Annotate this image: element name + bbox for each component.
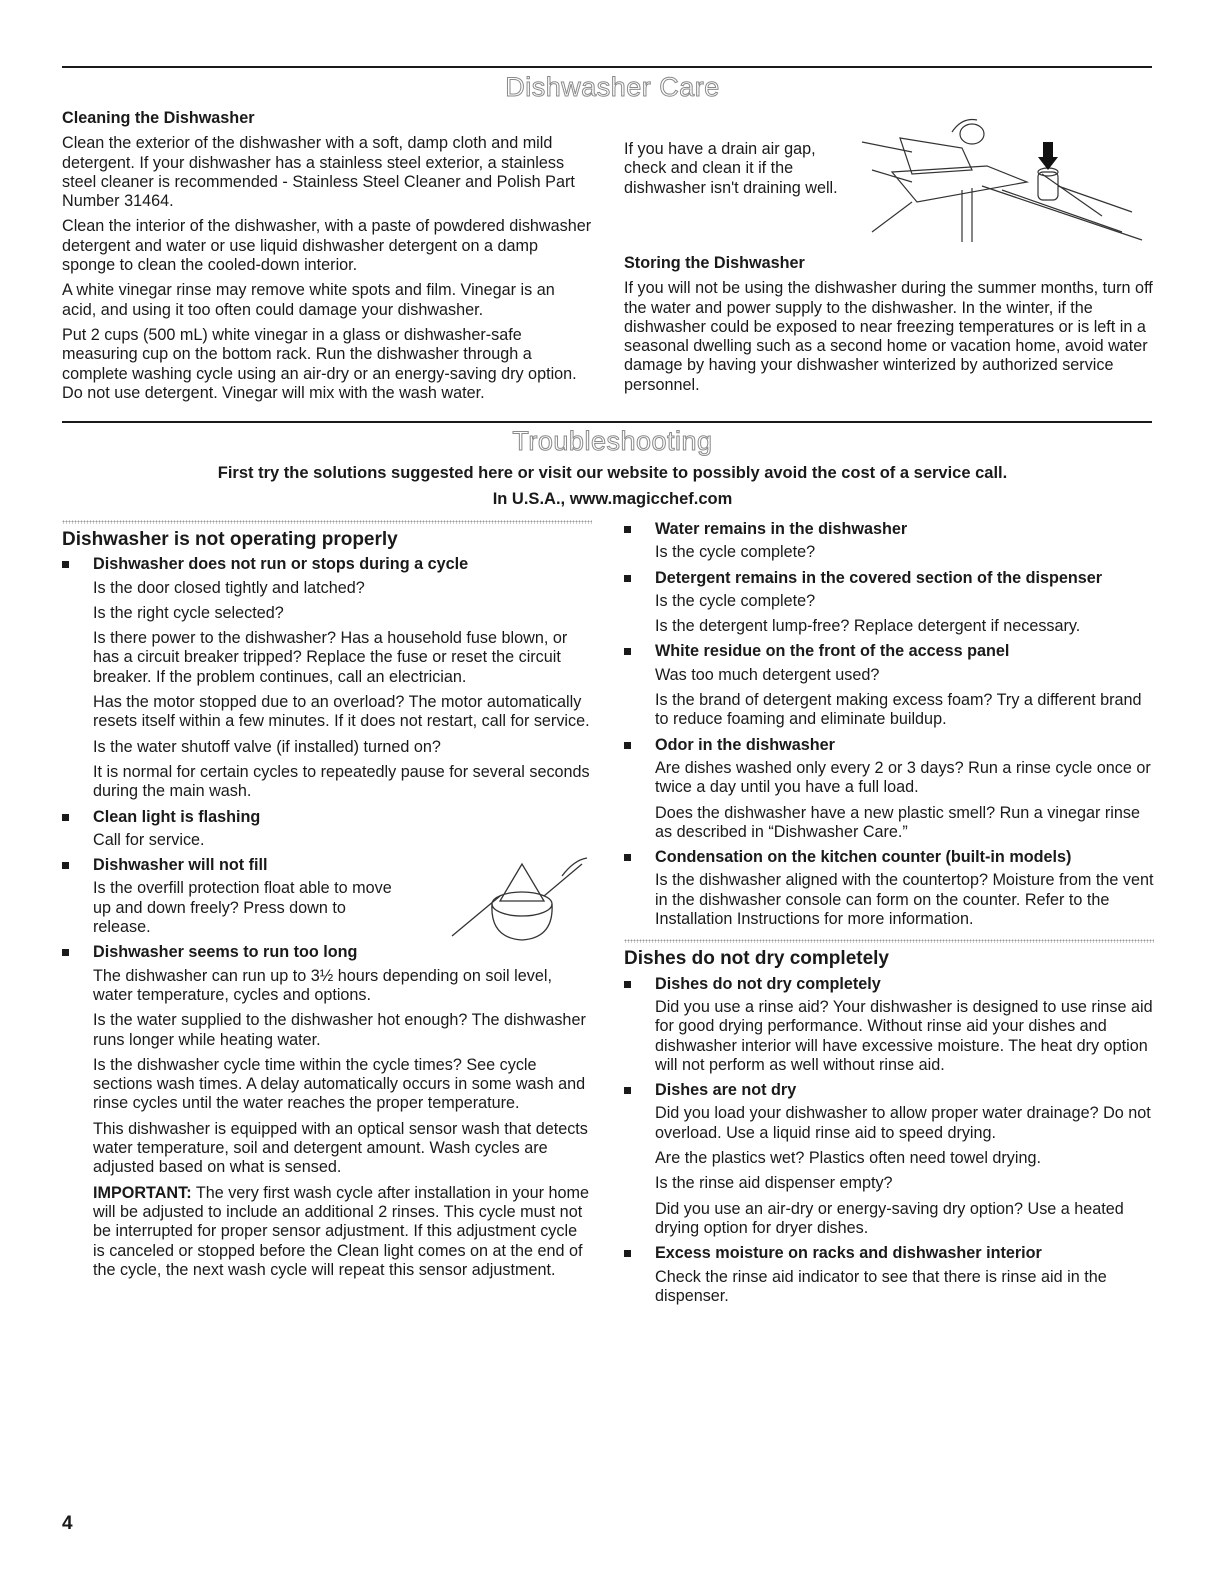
- item-title: Water remains in the dishwasher: [655, 520, 908, 538]
- storing-heading: Storing the Dishwasher: [624, 254, 805, 272]
- item-text: Call for service.: [93, 830, 205, 849]
- item-title: Detergent remains in the covered section of the dispenser: [655, 568, 1103, 587]
- item-title: Excess moisture on racks and dishwasher interior: [655, 1244, 1042, 1263]
- float-illustration: [442, 856, 592, 946]
- trouble-item: [62, 555, 592, 801]
- item-title: Dishwasher seems to run too long: [93, 943, 358, 962]
- troubleshooting-rule: [62, 421, 1152, 423]
- trouble-item: [624, 848, 1154, 929]
- intro-line-1: First try the solutions suggested here or visit our website to possibly avoid the cost of a service call.: [217, 464, 1008, 482]
- item-text: Did you load your dishwasher to allow proper water drainage? Do not overload. Use a liquid rinse aid to speed drying.: [655, 1104, 1151, 1142]
- troubleshooting-title: Troubleshooting: [512, 426, 713, 456]
- item-text: Is the brand of detergent making excess foam? Try a different brand to reduce foaming and eliminate buildup.: [655, 691, 1142, 729]
- item-text: Is the water shutoff valve (if installed) turned on?: [93, 737, 441, 756]
- trouble-item: [62, 808, 592, 851]
- top-rule: [62, 66, 1152, 68]
- item-title: Clean light is flashing: [93, 807, 261, 826]
- bullet-square: [624, 648, 631, 655]
- trouble-item: [624, 975, 1154, 1075]
- important-note: [93, 1184, 592, 1280]
- trouble-item: [624, 569, 1154, 637]
- item-text: Are the plastics wet? Plastics often need towel drying.: [655, 1149, 1042, 1168]
- item-title: Condensation on the kitchen counter (built-in models): [655, 848, 1072, 867]
- left-column: [62, 520, 592, 1286]
- cleaning-paragraph: A white vinegar rinse may remove white spots and film. Vinegar is an acid, and using it too often could damage your dishwasher.: [62, 281, 555, 319]
- bullet-square: [624, 575, 631, 582]
- page-number: 4: [62, 1513, 73, 1534]
- item-text: Does the dishwasher have a new plastic smell? Run a vinegar rinse as described in “Dishwasher Care.”: [655, 803, 1140, 841]
- item-text: Is the dishwasher cycle time within the cycle times? See cycle sections wash times. A delay automatically occurs in some wash and rinse cycles until the water reaches the proper temperature.: [93, 1055, 586, 1113]
- item-text: Did you use a rinse aid? Your dishwasher is designed to use rinse aid for good drying performance. Without rinse aid your dishes and dishwasher interior will have excessive moisture. The heat dry option will not perform as well without rinse aid.: [655, 997, 1153, 1074]
- bullet-square: [62, 814, 69, 821]
- item-title: Odor in the dishwasher: [655, 735, 835, 754]
- important-label: IMPORTANT:: [93, 1183, 192, 1202]
- cleaning-heading: Cleaning the Dishwasher: [62, 109, 255, 127]
- dotted-divider: [62, 520, 592, 524]
- intro-line-2: In U.S.A., www.magicchef.com: [492, 490, 733, 508]
- care-title: Dishwasher Care: [505, 72, 720, 102]
- cleaning-paragraph: Clean the interior of the dishwasher, with a paste of powdered dishwasher detergent and water or use liquid dishwasher detergent on a damp sponge to clean the cooled-down interior.: [62, 217, 592, 275]
- bullet-square: [624, 981, 631, 988]
- bullet-square: [624, 1250, 631, 1257]
- item-text: Is the detergent lump-free? Replace detergent if necessary.: [655, 617, 1081, 636]
- not-operating-heading: Dishwasher is not operating properly: [62, 529, 398, 550]
- item-text: Is the dishwasher aligned with the countertop? Moisture from the vent in the dishwasher console can form on the counter. Refer to the Installation Instructions for more information.: [655, 871, 1154, 929]
- item-title: Dishes do not dry completely: [655, 974, 881, 993]
- item-text: Did you use an air-dry or energy-saving dry option? Use a heated drying option for dryer dishes.: [655, 1199, 1124, 1237]
- item-text: This dishwasher is equipped with an optical sensor wash that detects water temperature, soil and detergent amount. Wash cycles are adjusted based on what is sensed.: [93, 1119, 588, 1177]
- item-title: Dishwasher will not fill: [93, 856, 268, 875]
- item-text: Are dishes washed only every 2 or 3 days? Run a rinse cycle once or twice a day until you have a full load.: [655, 758, 1151, 797]
- air-gap-illustration: [852, 112, 1152, 252]
- bullet-square: [62, 862, 69, 869]
- cleaning-paragraph: Put 2 cups (500 mL) white vinegar in a glass or dishwasher-safe measuring cup on the bottom rack. Run the dishwasher through a complete washing cycle using an air-dry or an energy-saving dry option. Do not use detergent. Vinegar will mix with the wash water.: [62, 325, 577, 402]
- item-title: White residue on the front of the access panel: [655, 642, 1010, 661]
- item-text: Is the water supplied to the dishwasher hot enough? The dishwasher runs longer while heating water.: [93, 1011, 586, 1049]
- cleaning-section: [62, 109, 592, 409]
- trouble-item: [624, 1244, 1154, 1306]
- dry-heading: Dishes do not dry completely: [624, 948, 889, 970]
- trouble-item: [62, 943, 592, 1280]
- item-text: Is the door closed tightly and latched?: [93, 578, 365, 597]
- bullet-square: [62, 949, 69, 956]
- item-text: Is the right cycle selected?: [93, 603, 284, 622]
- bullet-square: [624, 1087, 631, 1094]
- item-title: Dishes are not dry: [655, 1081, 797, 1100]
- bullet-square: [624, 526, 631, 533]
- important-text: The very first wash cycle after installation in your home will be adjusted to include an additional 2 rinses. This cycle must not be interrupted for proper sensor adjustment. If this adjustment cycle is canceled or stopped before the Clean light comes on at the end of the cycle, the next wash cycle will repeat this sensor adjustment.: [93, 1183, 589, 1279]
- item-text: Is the cycle complete?: [655, 543, 816, 562]
- dotted-divider: [624, 939, 1154, 943]
- trouble-item: [624, 1081, 1154, 1238]
- bullet-square: [624, 854, 631, 861]
- item-title: Dishwasher does not run or stops during a cycle: [93, 555, 469, 574]
- item-text: Is the cycle complete?: [655, 591, 816, 610]
- item-text: Has the motor stopped due to an overload? The motor automatically resets itself within a few minutes. If it does not restart, call for service.: [93, 693, 590, 731]
- item-text: Is the overfill protection float able to move up and down freely? Press down to release.: [93, 879, 392, 937]
- item-text: Is the rinse aid dispenser empty?: [655, 1174, 893, 1193]
- item-text: Is there power to the dishwasher? Has a household fuse blown, or has a circuit breaker tripped? Replace the fuse or reset the circuit breaker. If the problem continues, call an electrician.: [93, 629, 568, 686]
- trouble-item: [624, 520, 1154, 563]
- cleaning-paragraph: Clean the exterior of the dishwasher with a soft, damp cloth and mild detergent. If your dishwasher has a stainless steel exterior, a stainless steel cleaner is recommended - Stainless Steel Cleaner and Polish Part Number 31464.: [62, 134, 575, 211]
- bullet-square: [62, 561, 69, 568]
- bullet-square: [624, 742, 631, 749]
- trouble-item: [62, 856, 592, 937]
- item-text: Check the rinse aid indicator to see that there is rinse aid in the dispenser.: [655, 1267, 1107, 1305]
- air-gap-paragraph: If you have a drain air gap, check and clean it if the dishwasher isn't draining well.: [624, 140, 838, 197]
- trouble-item: [624, 642, 1154, 729]
- item-text: The dishwasher can run up to 3½ hours depending on soil level, water temperature, cycles and options.: [93, 966, 552, 1004]
- air-gap-text: [624, 140, 846, 204]
- storing-paragraph: If you will not be using the dishwasher during the summer months, turn off the water and power supply to the dishwasher. In the winter, if the dishwasher could be exposed to near freezing temperatures or is left in a seasonal dwelling such as a second home or vacation home, avoid water damage by having your dishwasher winterized by authorized service personnel.: [624, 279, 1153, 394]
- trouble-item: [624, 736, 1154, 842]
- item-text: Was too much detergent used?: [655, 665, 880, 684]
- right-column: [624, 514, 1154, 1312]
- storing-section: [624, 254, 1154, 401]
- item-text: It is normal for certain cycles to repeatedly pause for several seconds during the main wash.: [93, 762, 590, 801]
